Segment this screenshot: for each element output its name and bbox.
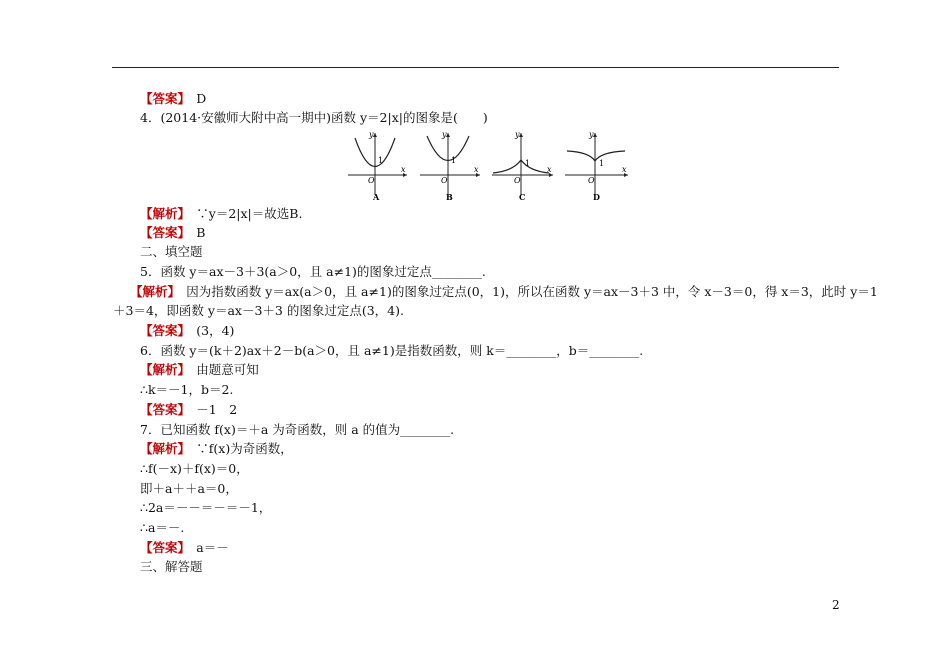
svg-text:y: y bbox=[589, 130, 594, 139]
analysis-line-4: 【解析】 ∵y＝2|x|＝故选B. bbox=[140, 206, 303, 221]
svg-text:1: 1 bbox=[599, 159, 605, 168]
svg-text:x: x bbox=[622, 165, 627, 174]
svg-text:1: 1 bbox=[525, 159, 531, 168]
svg-text:C: C bbox=[519, 192, 526, 202]
graphs-svg bbox=[345, 130, 635, 205]
page-number: 2 bbox=[832, 598, 840, 612]
answer-line-5: 【答案】 (3，4) bbox=[140, 323, 235, 338]
svg-text:O: O bbox=[588, 176, 595, 185]
answer-line-7: 【答案】 a＝－ bbox=[140, 540, 229, 555]
graph-a bbox=[348, 130, 407, 202]
analysis-line-6: 【解析】 由题意可知 bbox=[140, 362, 259, 377]
option-graphs bbox=[345, 130, 635, 205]
section-answer-questions: 三、解答题 bbox=[140, 559, 203, 574]
svg-text:O: O bbox=[368, 176, 375, 185]
analysis-line-5-cont: ＋3＝4，即函数 y＝ax－3＋3 的图象过定点(3，4). bbox=[113, 303, 404, 318]
graph-b bbox=[420, 130, 480, 202]
answer-line-4: 【答案】 B bbox=[140, 225, 206, 240]
analysis-line-5: 【解析】 因为指数函数 y＝ax(a＞0，且 a≠1)的图象过定点(0，1)，所以在函数 y＝ax－3＋3 中，令 x－3＝0，得 x＝3，此时 y＝1 bbox=[130, 284, 878, 299]
analysis-line-7-b: ∴f(－x)＋f(x)＝0， bbox=[140, 461, 249, 476]
question-4: 4．(2014·安徽师大附中高一期中)函数 y＝2|x|的图象是( ) bbox=[140, 110, 488, 125]
svg-text:1: 1 bbox=[451, 156, 457, 165]
answer-line-6: 【答案】 －1 2 bbox=[140, 402, 238, 417]
analysis-line-6-cont: ∴k＝－1，b＝2. bbox=[140, 382, 234, 397]
analysis-line-7-d: ∴2a＝－－＝－＝－1， bbox=[140, 500, 272, 515]
svg-text:x: x bbox=[547, 165, 552, 174]
section-fill-blank: 二、填空题 bbox=[140, 244, 203, 259]
question-7: 7．已知函数 f(x)＝＋a 为奇函数，则 a 的值为________. bbox=[140, 422, 455, 437]
svg-text:y: y bbox=[369, 130, 374, 139]
svg-text:x: x bbox=[401, 165, 406, 174]
svg-text:O: O bbox=[514, 176, 521, 185]
graph-d bbox=[565, 130, 628, 202]
answer-line-3: 【答案】 D bbox=[140, 91, 207, 106]
svg-text:1: 1 bbox=[378, 156, 384, 165]
analysis-line-7-e: ∴a＝－. bbox=[140, 520, 185, 535]
svg-text:B: B bbox=[446, 192, 453, 202]
question-6: 6．函数 y＝(k＋2)ax＋2－b(a＞0，且 a≠1)是指数函数，则 k＝________，b＝________. bbox=[140, 343, 644, 358]
svg-text:x: x bbox=[474, 165, 479, 174]
svg-text:y: y bbox=[442, 130, 447, 139]
svg-text:y: y bbox=[515, 130, 520, 139]
analysis-line-7-c: 即＋a＋＋a＝0， bbox=[140, 481, 238, 496]
svg-text:O: O bbox=[441, 176, 448, 185]
header-rule bbox=[112, 67, 839, 68]
graph-c bbox=[492, 130, 553, 202]
svg-text:A: A bbox=[373, 192, 380, 202]
question-5: 5．函数 y＝ax－3＋3(a＞0，且 a≠1)的图象过定点________. bbox=[140, 264, 486, 279]
analysis-line-7: 【解析】 ∵f(x)为奇函数， bbox=[140, 441, 293, 456]
svg-text:D: D bbox=[593, 192, 600, 202]
